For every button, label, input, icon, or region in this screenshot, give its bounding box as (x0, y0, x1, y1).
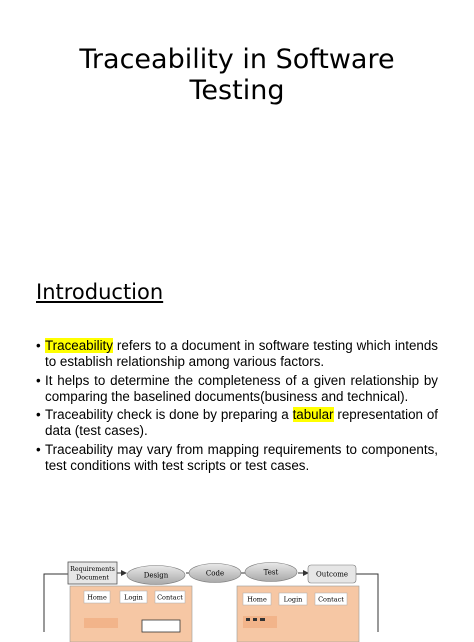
highlighted-term: tabular (292, 407, 334, 422)
code-node (189, 564, 241, 583)
bullet-text: refers to a document in software testing which intends to establish relationship among various factors. (45, 338, 438, 369)
bullet-item (36, 338, 438, 370)
document-label: Document (76, 574, 109, 582)
design-label: Design (143, 571, 169, 580)
left-home-tab: Home (87, 593, 107, 602)
test-node (245, 563, 297, 582)
right-login-tab: Login (283, 595, 303, 604)
design-node (127, 566, 185, 585)
right-screen-panel (237, 586, 359, 642)
bullet-item (36, 442, 438, 474)
bullet-item (36, 373, 438, 405)
bullet-icon: • (36, 338, 41, 353)
bullet-icon: • (36, 372, 41, 388)
bullet-text: It helps to determine the completeness of a given relationship by comparing the baselined documents(business and technical). (45, 372, 438, 404)
code-label: Code (205, 569, 225, 578)
bullet-icon: • (36, 407, 41, 422)
slide-title-line2: Testing (189, 75, 285, 106)
bullet-text: Traceability check is done by preparing a (45, 407, 293, 422)
title-slide (0, 0, 474, 262)
outcome-label: Outcome (316, 570, 348, 579)
right-home-tab: Home (247, 595, 267, 604)
left-contact-tab: Contact (157, 593, 183, 602)
highlighted-term: Traceability (45, 338, 113, 353)
section-heading: Introduction (36, 280, 164, 304)
introduction-slide (0, 262, 474, 632)
right-contact-tab: Contact (318, 595, 344, 604)
left-screen-panel (70, 586, 192, 642)
bullet-item (36, 407, 438, 439)
test-label: Test (263, 568, 279, 577)
outcome-node (308, 565, 356, 583)
bullet-icon: • (36, 441, 41, 457)
requirements-label: Requirements (70, 566, 115, 573)
bullet-list (36, 338, 438, 476)
bullet-text: Traceability may vary from mapping requirements to components, test conditions with test scripts or test cases. (45, 441, 438, 473)
slide-title (20, 44, 454, 106)
slide-title-line1: Traceability in Software (79, 44, 395, 75)
traceability-diagram (0, 552, 474, 642)
requirements-document-box (68, 562, 117, 584)
bullet-text: representation of data (test cases). (45, 407, 438, 438)
left-login-tab: Login (124, 593, 143, 602)
